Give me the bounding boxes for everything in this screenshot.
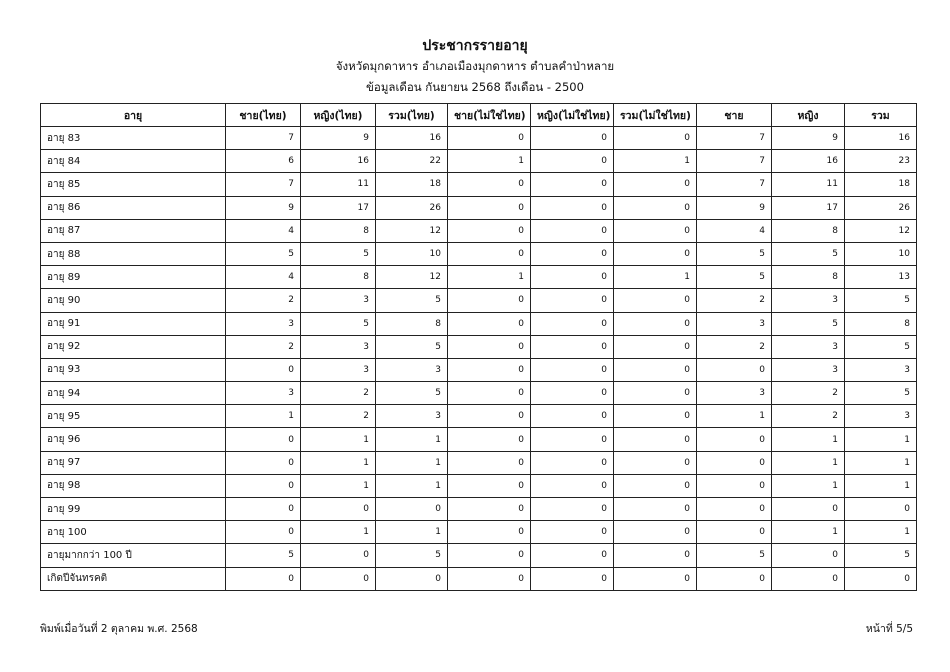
count-cell: 3 xyxy=(772,289,845,312)
count-cell: 0 xyxy=(448,127,531,150)
count-cell: 12 xyxy=(376,266,448,289)
count-cell: 0 xyxy=(614,335,697,358)
count-cell: 0 xyxy=(772,544,845,567)
count-cell: 8 xyxy=(772,266,845,289)
count-cell: 0 xyxy=(531,428,614,451)
count-cell: 0 xyxy=(845,567,917,590)
count-cell: 3 xyxy=(697,382,772,405)
count-cell: 5 xyxy=(845,544,917,567)
count-cell: 5 xyxy=(845,382,917,405)
count-cell: 0 xyxy=(448,544,531,567)
count-cell: 0 xyxy=(614,451,697,474)
table-row xyxy=(41,451,917,474)
count-cell: 18 xyxy=(376,173,448,196)
count-cell: 0 xyxy=(531,196,614,219)
count-cell: 1 xyxy=(614,150,697,173)
count-cell: 0 xyxy=(772,498,845,521)
count-cell: 0 xyxy=(614,498,697,521)
count-cell: 0 xyxy=(531,266,614,289)
table-header-row xyxy=(41,104,917,127)
count-cell: 0 xyxy=(448,498,531,521)
table-row xyxy=(41,196,917,219)
count-cell: 0 xyxy=(448,405,531,428)
count-cell: 0 xyxy=(301,544,376,567)
count-cell: 0 xyxy=(614,289,697,312)
count-cell: 26 xyxy=(845,196,917,219)
count-cell: 1 xyxy=(845,521,917,544)
count-cell: 4 xyxy=(226,266,301,289)
column-header: หญิง(ไทย) xyxy=(301,104,376,127)
age-label-cell: อายุ 99 xyxy=(41,498,226,521)
count-cell: 11 xyxy=(772,173,845,196)
table-row xyxy=(41,219,917,242)
count-cell: 1 xyxy=(301,428,376,451)
count-cell: 0 xyxy=(531,242,614,265)
age-label-cell: อายุ 94 xyxy=(41,382,226,405)
count-cell: 1 xyxy=(376,451,448,474)
report-header xyxy=(0,36,950,98)
count-cell: 1 xyxy=(376,428,448,451)
age-label-cell: อายุ 92 xyxy=(41,335,226,358)
count-cell: 0 xyxy=(531,358,614,381)
count-cell: 18 xyxy=(845,173,917,196)
count-cell: 0 xyxy=(531,219,614,242)
count-cell: 0 xyxy=(614,382,697,405)
table-row xyxy=(41,428,917,451)
count-cell: 1 xyxy=(772,428,845,451)
count-cell: 0 xyxy=(697,498,772,521)
count-cell: 0 xyxy=(614,567,697,590)
table-row xyxy=(41,358,917,381)
count-cell: 0 xyxy=(448,289,531,312)
count-cell: 13 xyxy=(845,266,917,289)
table-row xyxy=(41,474,917,497)
count-cell: 0 xyxy=(531,335,614,358)
count-cell: 0 xyxy=(448,196,531,219)
count-cell: 0 xyxy=(531,498,614,521)
count-cell: 7 xyxy=(226,173,301,196)
table-row xyxy=(41,150,917,173)
count-cell: 0 xyxy=(448,173,531,196)
count-cell: 0 xyxy=(614,544,697,567)
count-cell: 0 xyxy=(448,451,531,474)
count-cell: 0 xyxy=(448,567,531,590)
print-date: พิมพ์เมื่อวันที่ 2 ตุลาคม พ.ศ. 2568 xyxy=(40,623,198,635)
count-cell: 9 xyxy=(697,196,772,219)
count-cell: 3 xyxy=(376,405,448,428)
count-cell: 5 xyxy=(697,242,772,265)
table-row xyxy=(41,567,917,590)
count-cell: 16 xyxy=(301,150,376,173)
count-cell: 5 xyxy=(376,382,448,405)
count-cell: 5 xyxy=(376,289,448,312)
count-cell: 3 xyxy=(845,405,917,428)
report-title: ประชากรรายอายุ xyxy=(422,38,528,54)
count-cell: 0 xyxy=(697,474,772,497)
count-cell: 0 xyxy=(376,498,448,521)
count-cell: 3 xyxy=(301,335,376,358)
count-cell: 0 xyxy=(301,567,376,590)
page-number: หน้าที่ 5/5 xyxy=(865,623,913,635)
count-cell: 0 xyxy=(448,219,531,242)
count-cell: 16 xyxy=(845,127,917,150)
age-label-cell: อายุ 91 xyxy=(41,312,226,335)
count-cell: 0 xyxy=(531,127,614,150)
count-cell: 0 xyxy=(226,567,301,590)
count-cell: 0 xyxy=(226,451,301,474)
count-cell: 0 xyxy=(448,382,531,405)
count-cell: 16 xyxy=(376,127,448,150)
count-cell: 0 xyxy=(448,312,531,335)
count-cell: 5 xyxy=(226,242,301,265)
age-label-cell: เกิดปีจันทรคติ xyxy=(41,567,226,590)
count-cell: 0 xyxy=(531,312,614,335)
count-cell: 22 xyxy=(376,150,448,173)
count-cell: 3 xyxy=(772,358,845,381)
count-cell: 0 xyxy=(531,150,614,173)
age-label-cell: อายุ 83 xyxy=(41,127,226,150)
count-cell: 3 xyxy=(226,312,301,335)
count-cell: 0 xyxy=(226,358,301,381)
table-row xyxy=(41,335,917,358)
count-cell: 2 xyxy=(226,289,301,312)
count-cell: 0 xyxy=(614,312,697,335)
count-cell: 8 xyxy=(772,219,845,242)
count-cell: 5 xyxy=(376,335,448,358)
count-cell: 9 xyxy=(301,127,376,150)
count-cell: 0 xyxy=(614,521,697,544)
count-cell: 0 xyxy=(448,428,531,451)
count-cell: 1 xyxy=(845,428,917,451)
count-cell: 2 xyxy=(697,335,772,358)
table-row xyxy=(41,382,917,405)
count-cell: 1 xyxy=(772,521,845,544)
table-row xyxy=(41,289,917,312)
count-cell: 4 xyxy=(697,219,772,242)
count-cell: 1 xyxy=(448,150,531,173)
count-cell: 5 xyxy=(226,544,301,567)
count-cell: 0 xyxy=(448,242,531,265)
count-cell: 1 xyxy=(226,405,301,428)
count-cell: 1 xyxy=(301,474,376,497)
table-row xyxy=(41,544,917,567)
report-location: จังหวัดมุกดาหาร อำเภอเมืองมุกดาหาร ตำบลคำป่าหลาย xyxy=(335,59,615,73)
count-cell: 1 xyxy=(614,266,697,289)
count-cell: 0 xyxy=(301,498,376,521)
count-cell: 0 xyxy=(531,474,614,497)
count-cell: 5 xyxy=(697,544,772,567)
count-cell: 3 xyxy=(772,335,845,358)
count-cell: 0 xyxy=(614,428,697,451)
count-cell: 2 xyxy=(772,405,845,428)
report-period: ข้อมูลเดือน กันยายน 2568 ถึงเดือน - 2500 xyxy=(366,80,584,94)
column-header: รวม(ไทย) xyxy=(376,104,448,127)
count-cell: 0 xyxy=(697,428,772,451)
count-cell: 3 xyxy=(301,289,376,312)
count-cell: 1 xyxy=(376,474,448,497)
count-cell: 1 xyxy=(301,451,376,474)
count-cell: 0 xyxy=(772,567,845,590)
count-cell: 0 xyxy=(614,219,697,242)
count-cell: 2 xyxy=(697,289,772,312)
count-cell: 7 xyxy=(226,127,301,150)
count-cell: 1 xyxy=(772,474,845,497)
count-cell: 10 xyxy=(845,242,917,265)
count-cell: 0 xyxy=(226,428,301,451)
count-cell: 8 xyxy=(376,312,448,335)
count-cell: 1 xyxy=(845,474,917,497)
count-cell: 0 xyxy=(531,521,614,544)
count-cell: 0 xyxy=(376,567,448,590)
count-cell: 9 xyxy=(772,127,845,150)
table-row xyxy=(41,498,917,521)
count-cell: 2 xyxy=(226,335,301,358)
table-row xyxy=(41,266,917,289)
count-cell: 1 xyxy=(772,451,845,474)
age-label-cell: อายุ 100 xyxy=(41,521,226,544)
count-cell: 8 xyxy=(845,312,917,335)
column-header: ชาย(ไม่ใช่ไทย) xyxy=(448,104,531,127)
age-label-cell: อายุ 88 xyxy=(41,242,226,265)
count-cell: 1 xyxy=(697,405,772,428)
count-cell: 11 xyxy=(301,173,376,196)
age-label-cell: อายุ 87 xyxy=(41,219,226,242)
count-cell: 7 xyxy=(697,173,772,196)
count-cell: 2 xyxy=(301,405,376,428)
count-cell: 5 xyxy=(845,289,917,312)
count-cell: 17 xyxy=(772,196,845,219)
table-row xyxy=(41,521,917,544)
count-cell: 16 xyxy=(772,150,845,173)
count-cell: 1 xyxy=(301,521,376,544)
count-cell: 5 xyxy=(376,544,448,567)
count-cell: 26 xyxy=(376,196,448,219)
count-cell: 4 xyxy=(226,219,301,242)
count-cell: 0 xyxy=(614,127,697,150)
count-cell: 0 xyxy=(614,196,697,219)
count-cell: 0 xyxy=(226,474,301,497)
age-label-cell: อายุมากกว่า 100 ปี xyxy=(41,544,226,567)
table-row xyxy=(41,312,917,335)
count-cell: 0 xyxy=(226,521,301,544)
count-cell: 5 xyxy=(301,242,376,265)
count-cell: 3 xyxy=(226,382,301,405)
count-cell: 0 xyxy=(614,474,697,497)
count-cell: 0 xyxy=(614,405,697,428)
count-cell: 0 xyxy=(448,474,531,497)
age-label-cell: อายุ 90 xyxy=(41,289,226,312)
column-header: รวม xyxy=(845,104,917,127)
count-cell: 7 xyxy=(697,127,772,150)
age-label-cell: อายุ 85 xyxy=(41,173,226,196)
age-label-cell: อายุ 96 xyxy=(41,428,226,451)
count-cell: 8 xyxy=(301,219,376,242)
column-header: อายุ xyxy=(41,104,226,127)
column-header: ชาย(ไทย) xyxy=(226,104,301,127)
count-cell: 0 xyxy=(697,358,772,381)
count-cell: 1 xyxy=(448,266,531,289)
count-cell: 0 xyxy=(614,358,697,381)
count-cell: 7 xyxy=(697,150,772,173)
count-cell: 0 xyxy=(531,567,614,590)
table-row xyxy=(41,127,917,150)
count-cell: 0 xyxy=(614,173,697,196)
count-cell: 1 xyxy=(376,521,448,544)
count-cell: 3 xyxy=(376,358,448,381)
count-cell: 12 xyxy=(845,219,917,242)
age-label-cell: อายุ 86 xyxy=(41,196,226,219)
count-cell: 5 xyxy=(301,312,376,335)
count-cell: 0 xyxy=(614,242,697,265)
column-header: หญิง xyxy=(772,104,845,127)
count-cell: 2 xyxy=(772,382,845,405)
count-cell: 12 xyxy=(376,219,448,242)
column-header: หญิง(ไม่ใช่ไทย) xyxy=(531,104,614,127)
count-cell: 0 xyxy=(697,567,772,590)
age-label-cell: อายุ 89 xyxy=(41,266,226,289)
count-cell: 0 xyxy=(448,521,531,544)
count-cell: 0 xyxy=(531,289,614,312)
table-row xyxy=(41,405,917,428)
count-cell: 3 xyxy=(697,312,772,335)
count-cell: 0 xyxy=(531,405,614,428)
population-table xyxy=(40,103,917,591)
count-cell: 0 xyxy=(448,358,531,381)
age-label-cell: อายุ 84 xyxy=(41,150,226,173)
count-cell: 5 xyxy=(697,266,772,289)
count-cell: 0 xyxy=(531,451,614,474)
age-label-cell: อายุ 93 xyxy=(41,358,226,381)
count-cell: 9 xyxy=(226,196,301,219)
count-cell: 0 xyxy=(531,544,614,567)
count-cell: 0 xyxy=(697,451,772,474)
count-cell: 5 xyxy=(772,242,845,265)
table-row xyxy=(41,173,917,196)
count-cell: 0 xyxy=(845,498,917,521)
count-cell: 0 xyxy=(448,335,531,358)
count-cell: 3 xyxy=(301,358,376,381)
column-header: รวม(ไม่ใช่ไทย) xyxy=(614,104,697,127)
count-cell: 1 xyxy=(845,451,917,474)
table-row xyxy=(41,242,917,265)
count-cell: 3 xyxy=(845,358,917,381)
count-cell: 6 xyxy=(226,150,301,173)
table-body xyxy=(41,127,917,591)
count-cell: 5 xyxy=(845,335,917,358)
age-label-cell: อายุ 98 xyxy=(41,474,226,497)
count-cell: 23 xyxy=(845,150,917,173)
age-label-cell: อายุ 97 xyxy=(41,451,226,474)
count-cell: 2 xyxy=(301,382,376,405)
count-cell: 0 xyxy=(697,521,772,544)
count-cell: 0 xyxy=(531,173,614,196)
count-cell: 8 xyxy=(301,266,376,289)
age-label-cell: อายุ 95 xyxy=(41,405,226,428)
count-cell: 0 xyxy=(531,382,614,405)
count-cell: 0 xyxy=(226,498,301,521)
count-cell: 10 xyxy=(376,242,448,265)
column-header: ชาย xyxy=(697,104,772,127)
count-cell: 5 xyxy=(772,312,845,335)
count-cell: 17 xyxy=(301,196,376,219)
